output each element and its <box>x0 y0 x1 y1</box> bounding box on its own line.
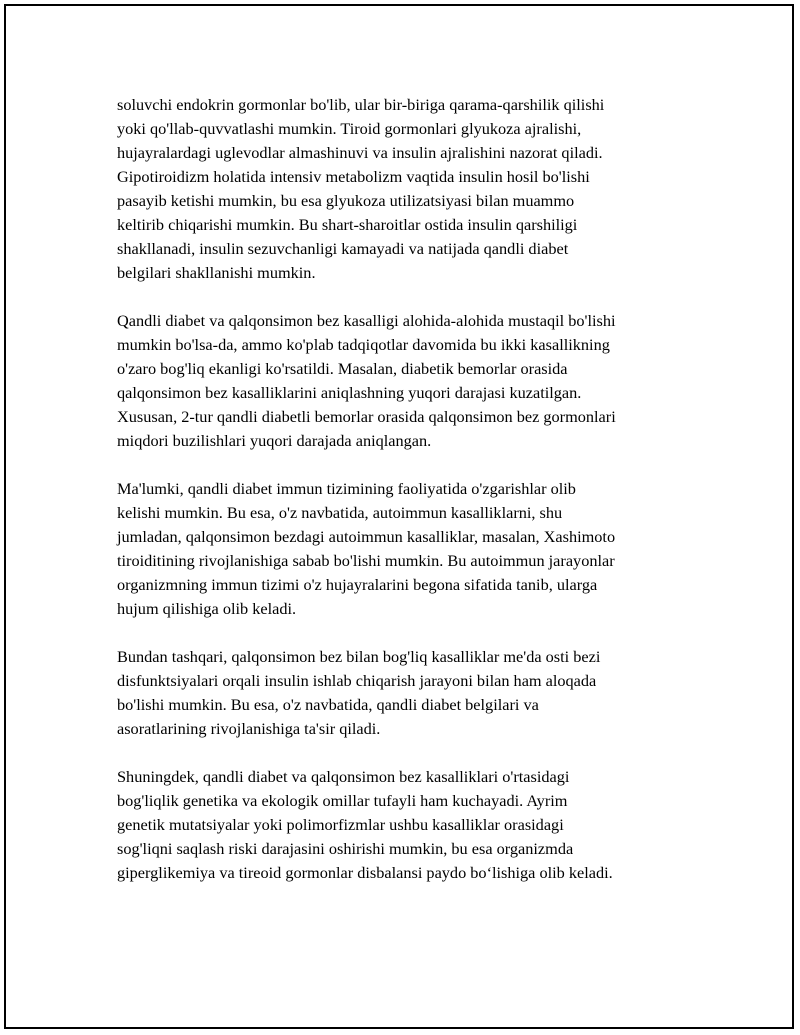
paragraph-4: Bundan tashqari, qalqonsimon bez bilan bog'liq kasalliklar me'da osti bezi disfunktsiyalari orqali insulin ishlab chiqarish jarayoni bilan ham aloqada bo'lishi mumkin. Bu esa, o'z navbatida, qandli diabet belgilari va asoratlarining rivojlanishiga ta'sir qiladi. <box>117 647 601 738</box>
document-body <box>117 93 687 909</box>
paragraph-1: soluvchi endokrin gormonlar bo'lib, ular bir-biriga qarama-qarshilik qilishi yoki qo'llab-quvvatlashi mumkin. Tiroid gormonlari glyukoza ajralishi, hujayralardagi uglevodlar almashinuvi va insulin ajralishini nazorat qiladi. Gipotiroidizm holatida intensiv metabolizm vaqtida insulin hosil bo'lishi pasayib ketishi mumkin, bu esa glyukoza utilizatsiyasi bilan muammo keltirib chiqarishi mumkin. Bu shart-sharoitlar ostida insulin qarshiligi shakllanadi, insulin sezuvchanligi kamayadi va natijada qandli diabet belgilari shakllanishi mumkin. <box>117 95 605 282</box>
paragraph-5: Shuningdek, qandli diabet va qalqonsimon bez kasalliklari o'rtasidagi bog'liqlik genetika va ekologik omillar tufayli ham kuchayadi. Ayrim genetik mutatsiyalar yoki polimorfizmlar ushbu kasalliklar orasidagi sog'liqni saqlash riski darajasini oshirishi mumkin, bu esa organizmda giperglikemiya va tireoid gormonlar disbalansi paydo bo‘lishiga olib keladi. <box>117 767 613 882</box>
paragraph-3: Ma'lumki, qandli diabet immun tizimining faoliyatida o'zgarishlar olib kelishi mumkin. Bu esa, o'z navbatida, autoimmun kasalliklarni, shu jumladan, qalqonsimon bezdagi autoimmun kasalliklar, masalan, Xashimoto tiroiditining rivojlanishiga sabab bo'lishi mumkin. Bu autoimmun jarayonlar organizmning immun tizimi o'z hujayralarini begona sifatida tanib, ularga hujum qilishiga olib keladi. <box>117 479 616 618</box>
paragraph-2: Qandli diabet va qalqonsimon bez kasalligi alohida-alohida mustaqil bo'lishi mumkin bo'lsa-da, ammo ko'plab tadqiqotlar davomida bu ikki kasallikning o'zaro bog'liq ekanligi ko'rsatildi. Masalan, diabetik bemorlar orasida qalqonsimon bez kasalliklarini aniqlashning yuqori darajasi kuzatilgan. Xususan, 2-tur qandli diabetli bemorlar orasida qalqonsimon bez gormonlari miqdori buzilishlari yuqori darajada aniqlangan. <box>117 311 616 450</box>
